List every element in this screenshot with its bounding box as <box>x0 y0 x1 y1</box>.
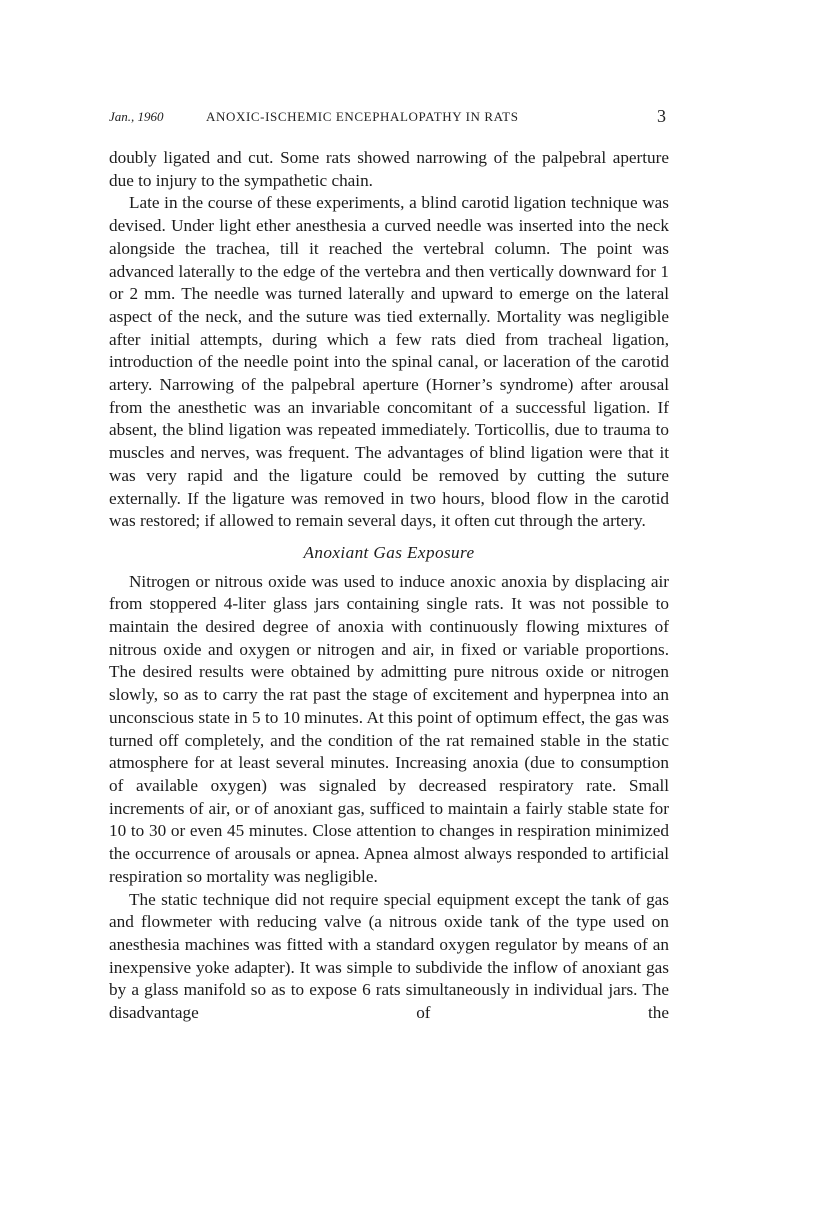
page-number: 3 <box>657 106 666 126</box>
section-heading: Anoxiant Gas Exposure <box>303 542 475 562</box>
article-body <box>109 147 669 1025</box>
paragraph: Late in the course of these experiments, a blind carotid ligation technique was devised. Under light ether anesthesia a curved needle was inserted into the neck alongside the trachea, till it reached the vertebral column. The point was advanced laterally to the edge of the vertebra and then vertically downward for 1 or 2 mm. The needle was turned laterally and upward to emerge on the lateral aspect of the neck, and the suture was tied externally. Mortality was negligible after initial attempts, during which a few rats died from tracheal ligation, introduction of the needle point into the spinal canal, or laceration of the carotid artery. Narrowing of the palpebral aperture (Horner’s syndrome) after arousal from the anesthetic was an invariable concomitant of a successful ligation. If absent, the blind ligation was repeated immediately. Torticollis, due to trauma to muscles and nerves, was frequent. The advantages of blind ligation were that it was very rapid and the ligature could be removed by cutting the suture externally. If the ligature was removed in two hours, blood flow in the carotid was restored; if allowed to remain several days, it often cut through the artery. <box>109 193 669 531</box>
paragraph: Nitrogen or nitrous oxide was used to induce anoxic anoxia by displacing air from stoppered 4-liter glass jars containing single rats. It was not possible to maintain the desired degree of anoxia with continuously flowing mixtures of nitrous oxide and oxygen or nitrogen and air, in fixed or variable proportions. The desired results were obtained by admitting pure nitrous oxide or nitrogen slowly, so as to carry the rat past the stage of excitement and hyperpnea into an unconscious state in 5 to 10 minutes. At this point of optimum effect, the gas was turned off completely, and the condition of the rat remained stable in the static atmosphere for at least several minutes. Increasing anoxia (due to consumption of available oxygen) was signaled by decreased respiratory rate. Small increments of air, or of anoxiant gas, sufficed to maintain a fairly stable state for 10 to 30 or even 45 minutes. Close attention to changes in respiration minimized the occurrence of arousals or apnea. Apnea almost always responded to artificial respiration so mortality was negligible. <box>109 571 669 886</box>
journal-page <box>109 106 669 1025</box>
paragraph: The static technique did not require special equipment except the tank of gas and flowmeter with reducing valve (a nitrous oxide tank of the type used on anesthesia machines was fitted with a standard oxygen regulator by means of an inexpensive yoke adapter). It was simple to subdivide the inflow of anoxiant gas by a glass manifold so as to expose 6 rats simultaneously in individual jars. The disadvantage of the <box>109 889 669 1023</box>
paragraph: doubly ligated and cut. Some rats showed narrowing of the palpebral aperture due to injury to the sympathetic chain. <box>109 148 669 190</box>
running-head <box>109 106 669 130</box>
issue-date: Jan., 1960 <box>109 109 164 124</box>
article-title: ANOXIC-ISCHEMIC ENCEPHALOPATHY IN RATS <box>206 109 519 124</box>
